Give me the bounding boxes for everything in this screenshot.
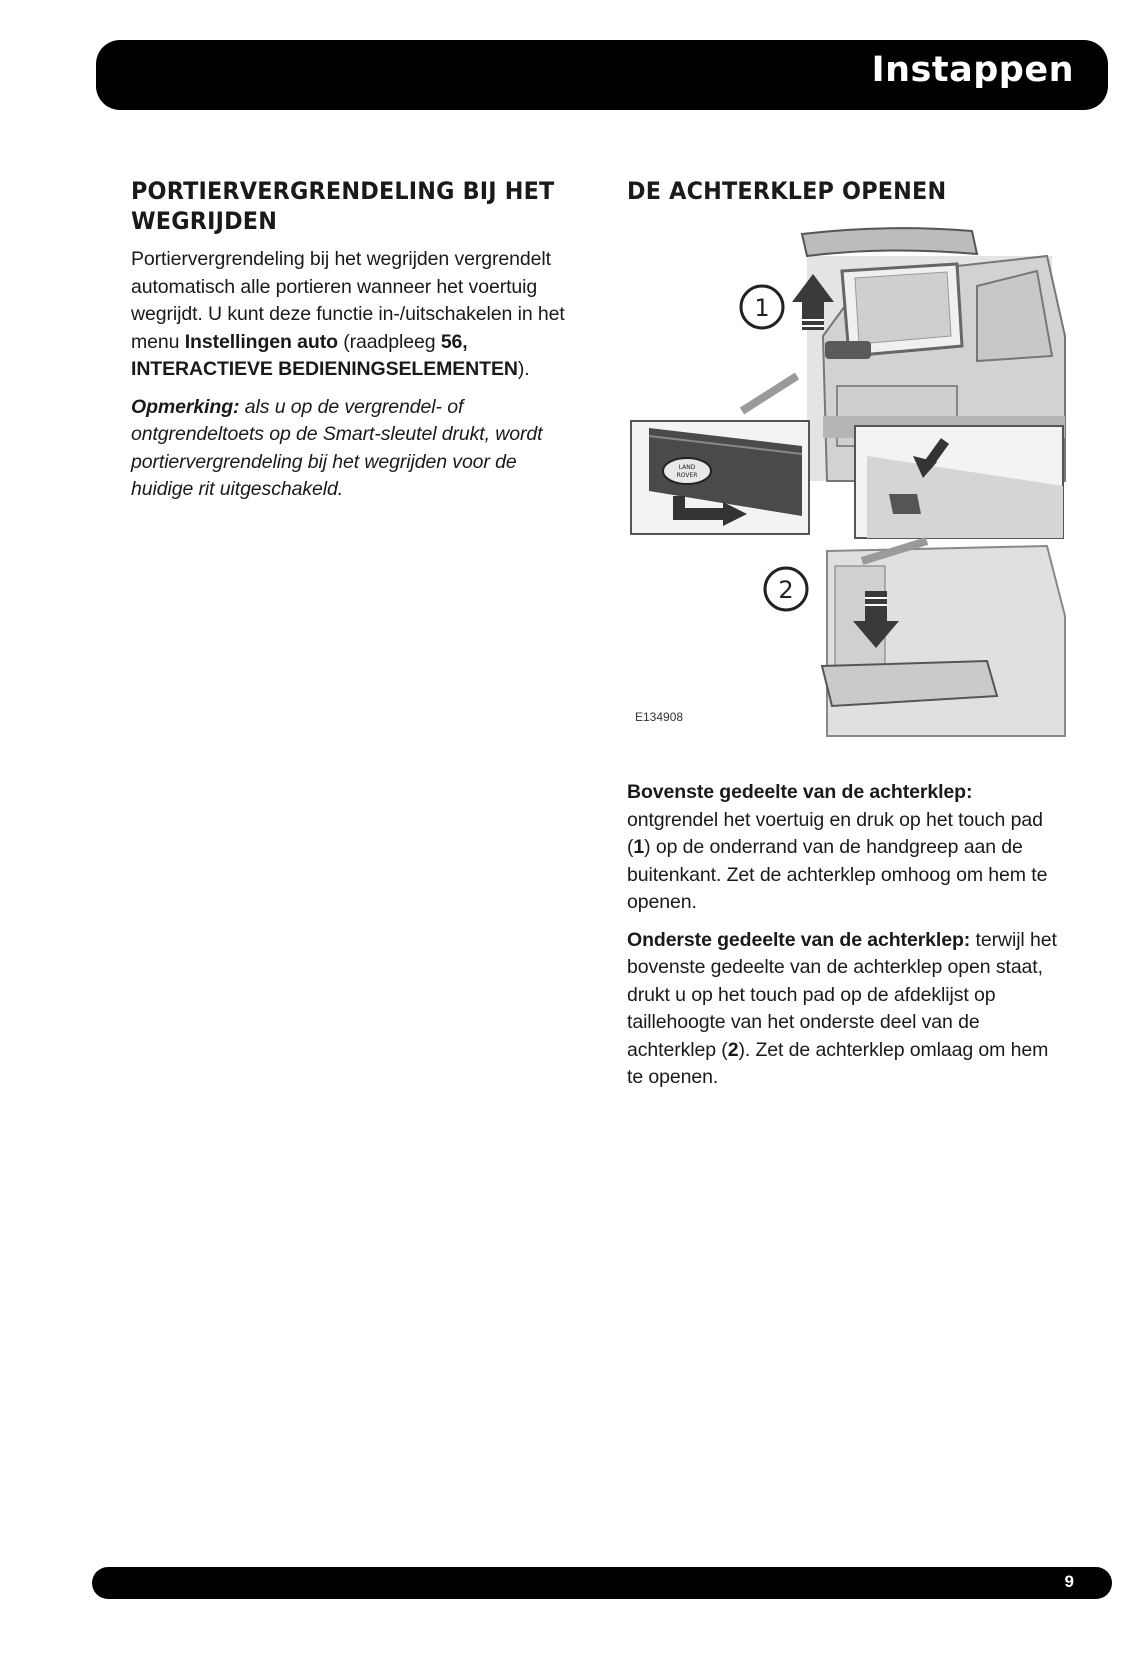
lower-tailgate-paragraph	[627, 927, 1067, 1092]
upper-tailgate-label: Bovenste gedeelte van de achterklep:	[627, 781, 973, 803]
tailgate-figure-svg	[627, 216, 1067, 761]
figure-code: E134908	[635, 710, 684, 724]
ref-number: 2	[727, 1038, 739, 1061]
heading-line-2: WEGRIJDEN	[131, 207, 278, 235]
page-title: Instappen	[871, 50, 1074, 90]
footer-bar	[92, 1567, 1112, 1599]
header-bar	[96, 40, 1108, 110]
section-heading-drive-away-locking	[131, 176, 555, 236]
ref-number: 1	[633, 836, 645, 858]
inset-handle-detail	[631, 421, 809, 534]
para-text: Portiervergrendeling bij het wegrijden vergrendelt automatisch alle portieren wanneer het voertuig wegrijdt. U kunt deze functie in-/uitschakelen in het menu	[131, 248, 565, 353]
section-heading-tailgate: DE ACHTERKLEP OPENEN	[627, 177, 947, 205]
para-text: terwijl het bovenste gedeelte van de achterklep open staat, drukt u op het touch pad op de afdeklijst op taillehoogte van het onderste deel van de achterklep (	[627, 928, 1057, 1061]
callout-2	[765, 568, 807, 610]
callout-1-label: 1	[754, 294, 770, 322]
para-text: ).	[517, 358, 530, 380]
menu-reference: Instellingen auto	[184, 330, 338, 353]
cross-reference: 56, INTERACTIEVE BEDIENINGSELEMENTEN	[131, 330, 518, 380]
note-label: Opmerking:	[131, 395, 240, 418]
badge-line-2: ROVER	[676, 472, 698, 479]
drive-away-locking-paragraph	[131, 246, 581, 384]
tailgate-illustration	[627, 216, 1067, 761]
upper-tailgate-paragraph	[627, 779, 1067, 917]
note-paragraph	[131, 394, 581, 504]
left-column	[131, 176, 581, 514]
lower-tailgate-label: Onderste gedeelte van de achterklep:	[627, 928, 971, 951]
vehicle-rear-lower-scene	[822, 541, 1065, 736]
heading-line-1: PORTIERVERGRENDELING BIJ HET	[131, 177, 555, 205]
right-column	[627, 176, 1067, 1102]
callout-1	[741, 286, 783, 328]
note-text: als u op de vergrendel- of ontgrendeltoets op de Smart-sleutel drukt, wordt portiervergrendeling bij het wegrijden voor de huidige rit uitgeschakeld.	[131, 395, 543, 500]
para-text: (raadpleeg	[337, 330, 441, 353]
inset-touchpad-detail	[855, 426, 1063, 538]
para-text: ). Zet de achterklep omlaag om hem te openen.	[627, 1038, 1049, 1088]
badge-line-1: LAND	[678, 464, 696, 471]
para-text: ontgrendel het voertuig en druk op het touch pad (	[627, 808, 1043, 858]
callout-2-label: 2	[778, 576, 794, 604]
para-text: ) op de onderrand van de handgreep aan de buitenkant. Zet de achterklep omhoog om hem te openen.	[627, 836, 1048, 913]
page-number: 9	[1064, 1572, 1074, 1591]
